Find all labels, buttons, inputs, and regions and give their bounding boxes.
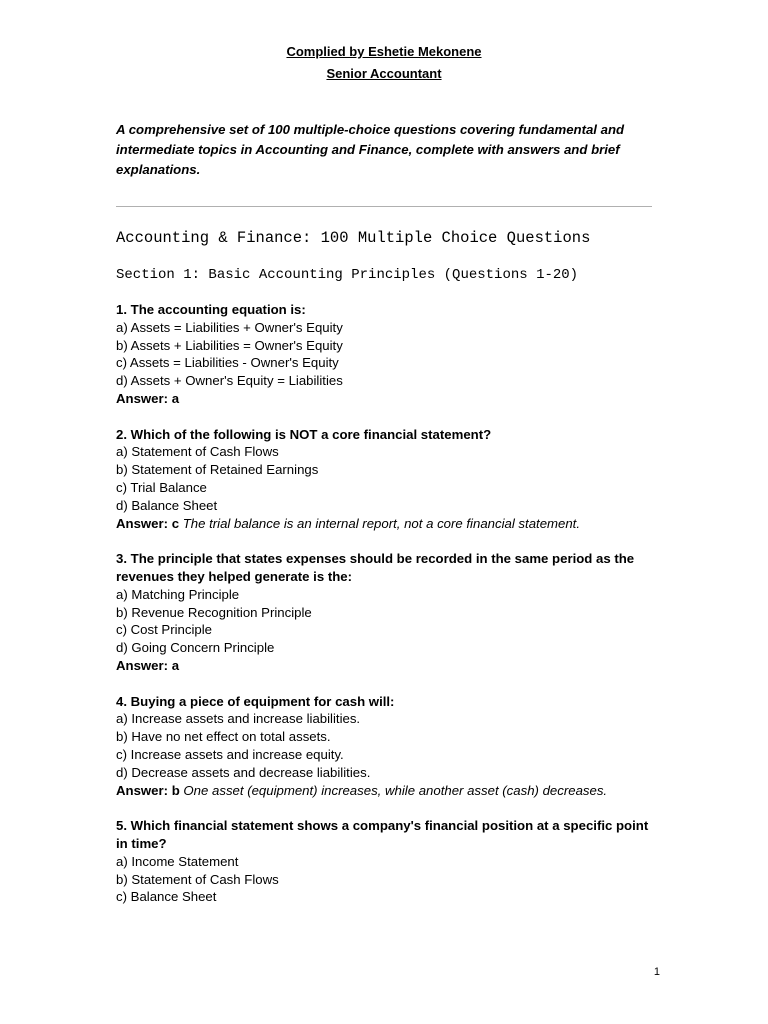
question-text: 4. Buying a piece of equipment for cash will: (116, 693, 395, 709)
option: c) Assets = Liabilities - Owner's Equity (116, 355, 339, 371)
question-item (116, 817, 656, 906)
option: b) Statement of Cash Flows (116, 871, 279, 887)
answer-explanation: The trial balance is an internal report, not a core financial statement. (182, 515, 581, 531)
answer-label: Answer: b (116, 782, 180, 798)
question-text: 3. The principle that states expenses should be recorded in the same period as the revenues they helped generate is the: (116, 551, 635, 584)
answer-line (116, 657, 656, 675)
option: b) Revenue Recognition Principle (116, 604, 312, 620)
answer-label: Answer: a (116, 390, 180, 406)
option: a) Increase assets and increase liabilities. (116, 711, 361, 727)
question-item (116, 693, 656, 800)
option: c) Trial Balance (116, 479, 207, 495)
page-number: 1 (653, 966, 660, 978)
option: d) Going Concern Principle (116, 640, 275, 656)
question-item (116, 301, 656, 408)
option: b) Have no net effect on total assets. (116, 729, 331, 745)
option: d) Decrease assets and decrease liabilities. (116, 764, 371, 780)
compiler-heading: Complied by Eshetie Mekonene (286, 44, 482, 59)
document-title: Accounting & Finance: 100 Multiple Choice Questions (116, 229, 591, 247)
option: c) Increase assets and increase equity. (116, 746, 344, 762)
answer-label: Answer: c (116, 515, 180, 531)
question-list (116, 301, 656, 924)
answer-explanation: One asset (equipment) increases, while another asset (cash) decreases. (183, 782, 608, 798)
question-text: 5. Which financial statement shows a company's financial position at a specific point in time? (116, 818, 649, 851)
role-heading: Senior Accountant (326, 66, 442, 81)
option: a) Matching Principle (116, 586, 240, 602)
intro-paragraph: A comprehensive set of 100 multiple-choice questions covering fundamental and intermediate topics in Accounting and Finance, complete with answers and brief explanations. (116, 122, 625, 177)
answer-line (116, 390, 656, 408)
option: d) Assets + Owner's Equity = Liabilities (116, 373, 343, 389)
option: b) Assets + Liabilities = Owner's Equity (116, 337, 343, 353)
option: c) Balance Sheet (116, 889, 217, 905)
question-item (116, 550, 656, 675)
question-item (116, 426, 656, 533)
horizontal-divider (116, 206, 652, 207)
question-text: 2. Which of the following is NOT a core financial statement? (116, 426, 492, 442)
option: d) Balance Sheet (116, 497, 218, 513)
answer-line (116, 515, 656, 533)
option: a) Statement of Cash Flows (116, 444, 279, 460)
question-text: 1. The accounting equation is: (116, 302, 306, 317)
option: c) Cost Principle (116, 622, 213, 638)
answer-label: Answer: a (116, 657, 180, 673)
option: a) Assets = Liabilities + Owner's Equity (116, 319, 343, 335)
option: a) Income Statement (116, 853, 239, 869)
section-title: Section 1: Basic Accounting Principles (Questions 1-20) (116, 267, 579, 283)
answer-line (116, 782, 656, 800)
option: b) Statement of Retained Earnings (116, 462, 319, 478)
